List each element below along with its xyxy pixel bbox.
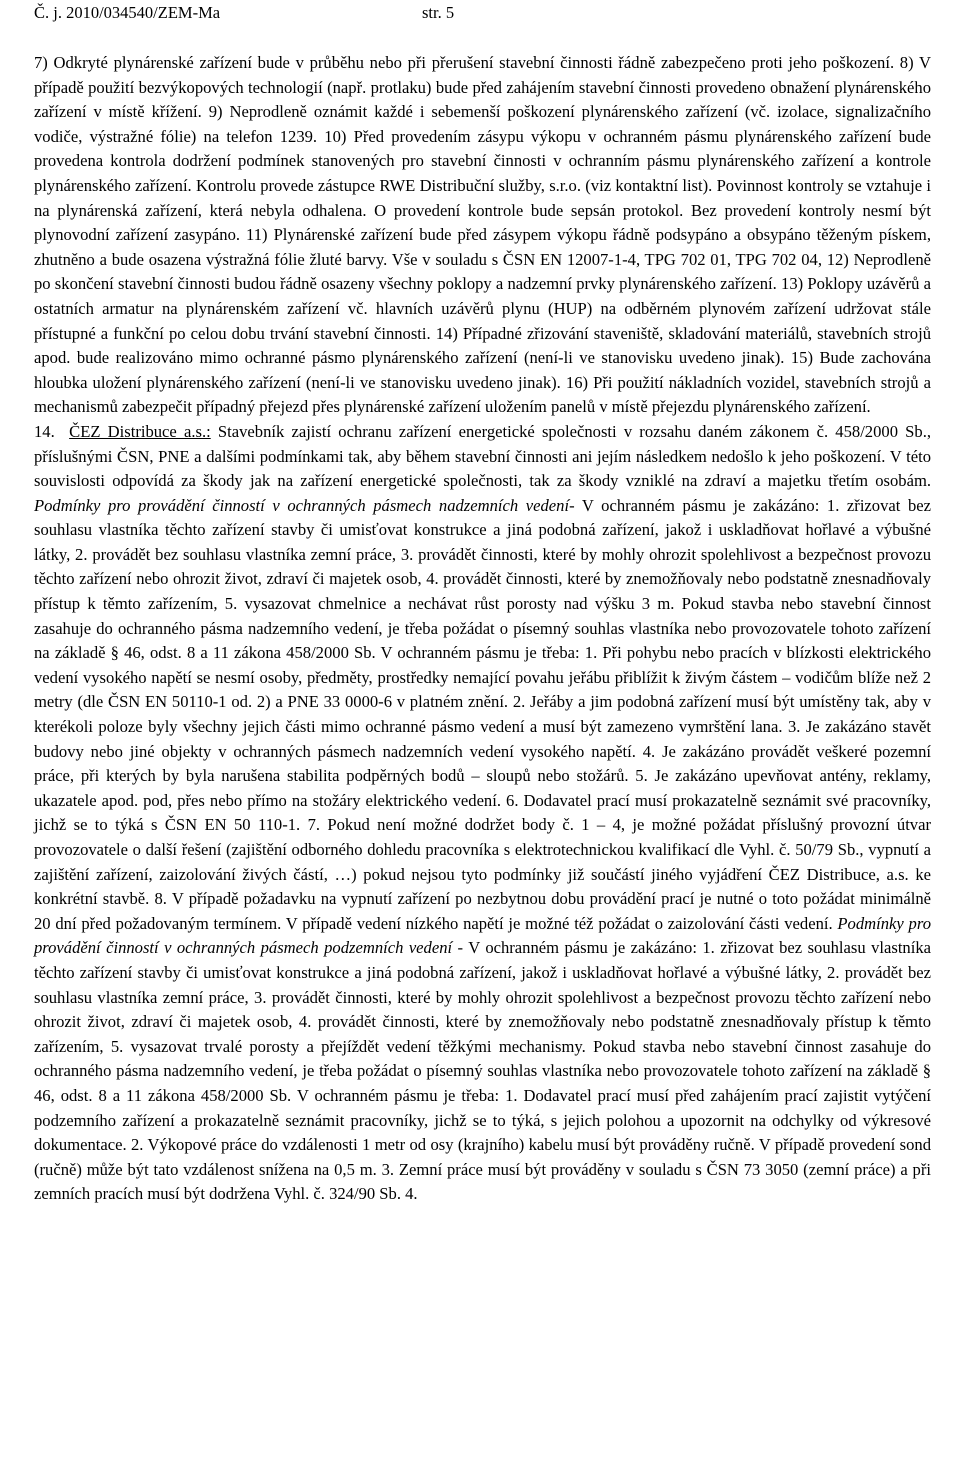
page-header bbox=[34, 3, 931, 23]
page-number: str. 5 bbox=[422, 3, 455, 22]
item-14-paragraph bbox=[34, 420, 931, 1207]
item-14-text-a: Stavebník zajistí ochranu zařízení energetické společnosti v rozsahu daném zákonem č. 458/2000 Sb., příslušnými ČSN, PNE a dalšími podmínkami tak, aby během stavební činnosti ani jejím následkem nedošlo k jeho poškození. V této souvislosti odpovídá za škody jak na zařízení energetické společnosti, tak za škody vzniklé na zdraví a majetku třetím osobám. bbox=[34, 421, 932, 491]
item-14-italic-overhead: Podmínky pro provádění činností v ochranných pásmech nadzemních vedení- bbox=[34, 495, 575, 515]
item-14-italic-underground: Podmínky pro provádění činností v ochranných pásmech podzemních vedení bbox=[34, 913, 931, 958]
document-number: Č. j. 2010/034540/ZEM-Ma bbox=[34, 3, 221, 22]
item-14-number: 14. bbox=[34, 421, 55, 441]
conditions-paragraph-rwe: 7) Odkryté plynárenské zařízení bude v průběhu nebo při přerušení stavební činnosti řádně zabezpečeno proti jeho poškození. 8) V případě použití bezvýkopových technologií (např. protlaku) bude před zahájením stavební činnosti provedeno obnažení plynárenského zařízení v místě křížení. 9) Neprodleně oznámit každé i sebemenší poškození plynárenského zařízení (vč. izolace, signalizačního vodiče, výstražné fólie) na telefon 1239. 10) Před provedením zásypu výkopu v ochranném pásmu plynárenského zařízení bude provedena kontrola dodržení podmínek stanovených pro stavební činnosti v ochranním pásmu plynárenského zařízení a kontrole plynárenského zařízení. Kontrolu provede zástupce RWE Distribuční služby, s.r.o. (viz kontaktní list). Povinnost kontroly se vztahuje i na plynárenská zařízení, která nebyla odhalena. O provedení kontrole bude sepsán protokol. Bez provedení kontroly nesmí být plynovodní zařízení zasypáno. 11) Plynárenské zařízení bude před zásypem výkopu řádně podsypáno a obsypáno těženým pískem, zhutněno a bude osazena výstražná fólie žluté barvy. Vše v souladu s ČSN EN 12007-1-4, TPG 702 01, TPG 702 04, 12) Neprodleně po skončení stavební činnosti budou řádně osazeny všechny poklopy a nadzemní prvky plynárenského zařízení. 13) Poklopy uzávěrů a ostatních armatur na plynárenském zařízení vč. hlavních uzávěrů plynu (HUP) na odběrném plynovém zařízení udržovat stále přístupné a funkční po celou dobu trvání stavební činnosti. 14) Případné zřizování staveniště, skladování materiálů, stavebních strojů apod. bude realizováno mimo ochranné pásmo plynárenského zařízení (není-li ve stanovisku uvedeno jinak). 15) Bude zachována hloubka uložení plynárenského zařízení (není-li ve stanovisku uvedeno jinak). 16) Při použití nákladních vozidel, stavebních strojů a mechanismů zabezpečit případný přejezd přes plynárenské zařízení uložením panelů v místě přejezdu plynárenského zařízení. bbox=[34, 53, 931, 417]
item-14-company: ČEZ Distribuce a.s.: bbox=[69, 421, 211, 441]
item-14-cez bbox=[34, 420, 931, 1207]
item-14-text-c: - V ochranném pásmu je zakázáno: 1. zřizovat bez souhlasu vlastníka těchto zařízení stavby či umisťovat konstrukce a jiná podobná zařízení, jakož i uskladňovat hořlavé a výbušné látky, 2. provádět bez souhlasu vlastníka zemní práce, 3. provádět činnosti, které by mohly ohrozit spolehlivost a bezpečnost provozu těchto zařízení nebo ohrozit život, zdraví či majetek osob, 4. provádět činnosti, které by znemožňovaly nebo podstatně znesnadňovaly přístup k těmto zařízením, 5. vysazovat trvalé porosty a přejíždět vedení těžkými mechanismy. Pokud stavba nebo stavební činnost zasahuje do ochranného pásma nadzemního vedení, je třeba požádat o písemný souhlas vlastníka nebo provozovatele tohoto zařízení na základě § 46, odst. 8 a 11 zákona 458/2000 Sb. V ochranném pásmu je třeba: 1. Dodavatel prací musí před zahájením prací zajistit vytýčení podzemního zařízení a prokazatelně seznámit pracovníky, jichž se to týká, s jejich polohou a upozornit na odchylky od výkresové dokumentace. 2. Výkopové práce do vzdálenosti 1 metr od osy (krajního) kabelu musí být prováděny ručně. V případě provedení sond (ručně) může být tato vzdálenost snížena na 0,5 m. 3. Zemní práce musí být prováděny v souladu s ČSN 73 3050 (zemní práce) a při zemních pracích musí být dodržena Vyhl. č. 324/90 Sb. 4. bbox=[34, 938, 931, 1204]
item-14-text-b: V ochranném pásmu je zakázáno: 1. zřizovat bez souhlasu vlastníka těchto zařízení stavby či umisťovat konstrukce a jiná podobná zařízení, jakož i uskladňovat hořlavé a výbušné látky, 2. provádět bez souhlasu vlastníka zemní práce, 3. provádět činnosti, které by mohly ohrozit spolehlivost a bezpečnost provozu těchto zařízení nebo ohrozit život, zdraví či majetek osob, 4. provádět činnosti, které by znemožňovaly nebo podstatně znesnadňovaly přístup k těmto zařízením, 5. vysazovat chmelnice a nechávat růst porosty nad výšku 3 m. Pokud stavba nebo stavební činnost zasahuje do ochranného pásma nadzemního vedení, je třeba požádat o písemný souhlas vlastníka nebo provozovatele tohoto zařízení na základě § 46, odst. 8 a 11 zákona 458/2000 Sb. V ochranném pásmu je třeba: 1. Při pohybu nebo pracích v blízkosti elektrického vedení vysokého napětí se nesmí osoby, předměty, prostředky nemající povahu jeřábu přiblížit k živým částem – vodičům blíže než 2 metry (dle ČSN EN 50110-1 od. 2) a PNE 33 0000-6 v platném znění. 2. Jeřáby a jim podobná zařízení musí být umístěny tak, aby v kterékoli poloze byly všechny jejich části mimo ochranné pásmo vedení a musí být zamezeno vymrštění lana. 3. Je zakázáno stavět budovy nebo jiné objekty v ochranných pásmech nadzemních vedení vysokého napětí. 4. Je zakázáno provádět veškeré pozemní práce, při kterých by byla narušena stabilita podpěrných bodů – sloupů nebo stožárů. 5. Je zakázáno upevňovat antény, reklamy, ukazatele apod. pod, přes nebo přímo na stožáry elektrického vedení. 6. Dodavatel prací musí prokazatelně seznámit své pracovníky, jichž se to týká s ČSN EN 50 110-1. 7. Pokud není možné dodržet body č. 1 – 4, je možné požádat příslušný provozní útvar provozovatele o další řešení (zajištění odborného dohledu pracovníka s elektrotechnickou kvalifikací dle Vyhl. č. 50/79 Sb., vypnutí a zajištění zařízení, zaizolování živých částí, …) pokud nejsou tyto podmínky již součástí jiného vyjádření ČEZ Distribuce, a.s. ke konkrétní stavbě. 8. V případě požadavku na vypnutí zařízení po nezbytnou dobu provádění prací je nutné o toto požádat minimálně 20 dní před požadovaným termínem. V případě vedení nízkého napětí je možné též požádat o zaizolování části vedení. bbox=[34, 495, 931, 933]
